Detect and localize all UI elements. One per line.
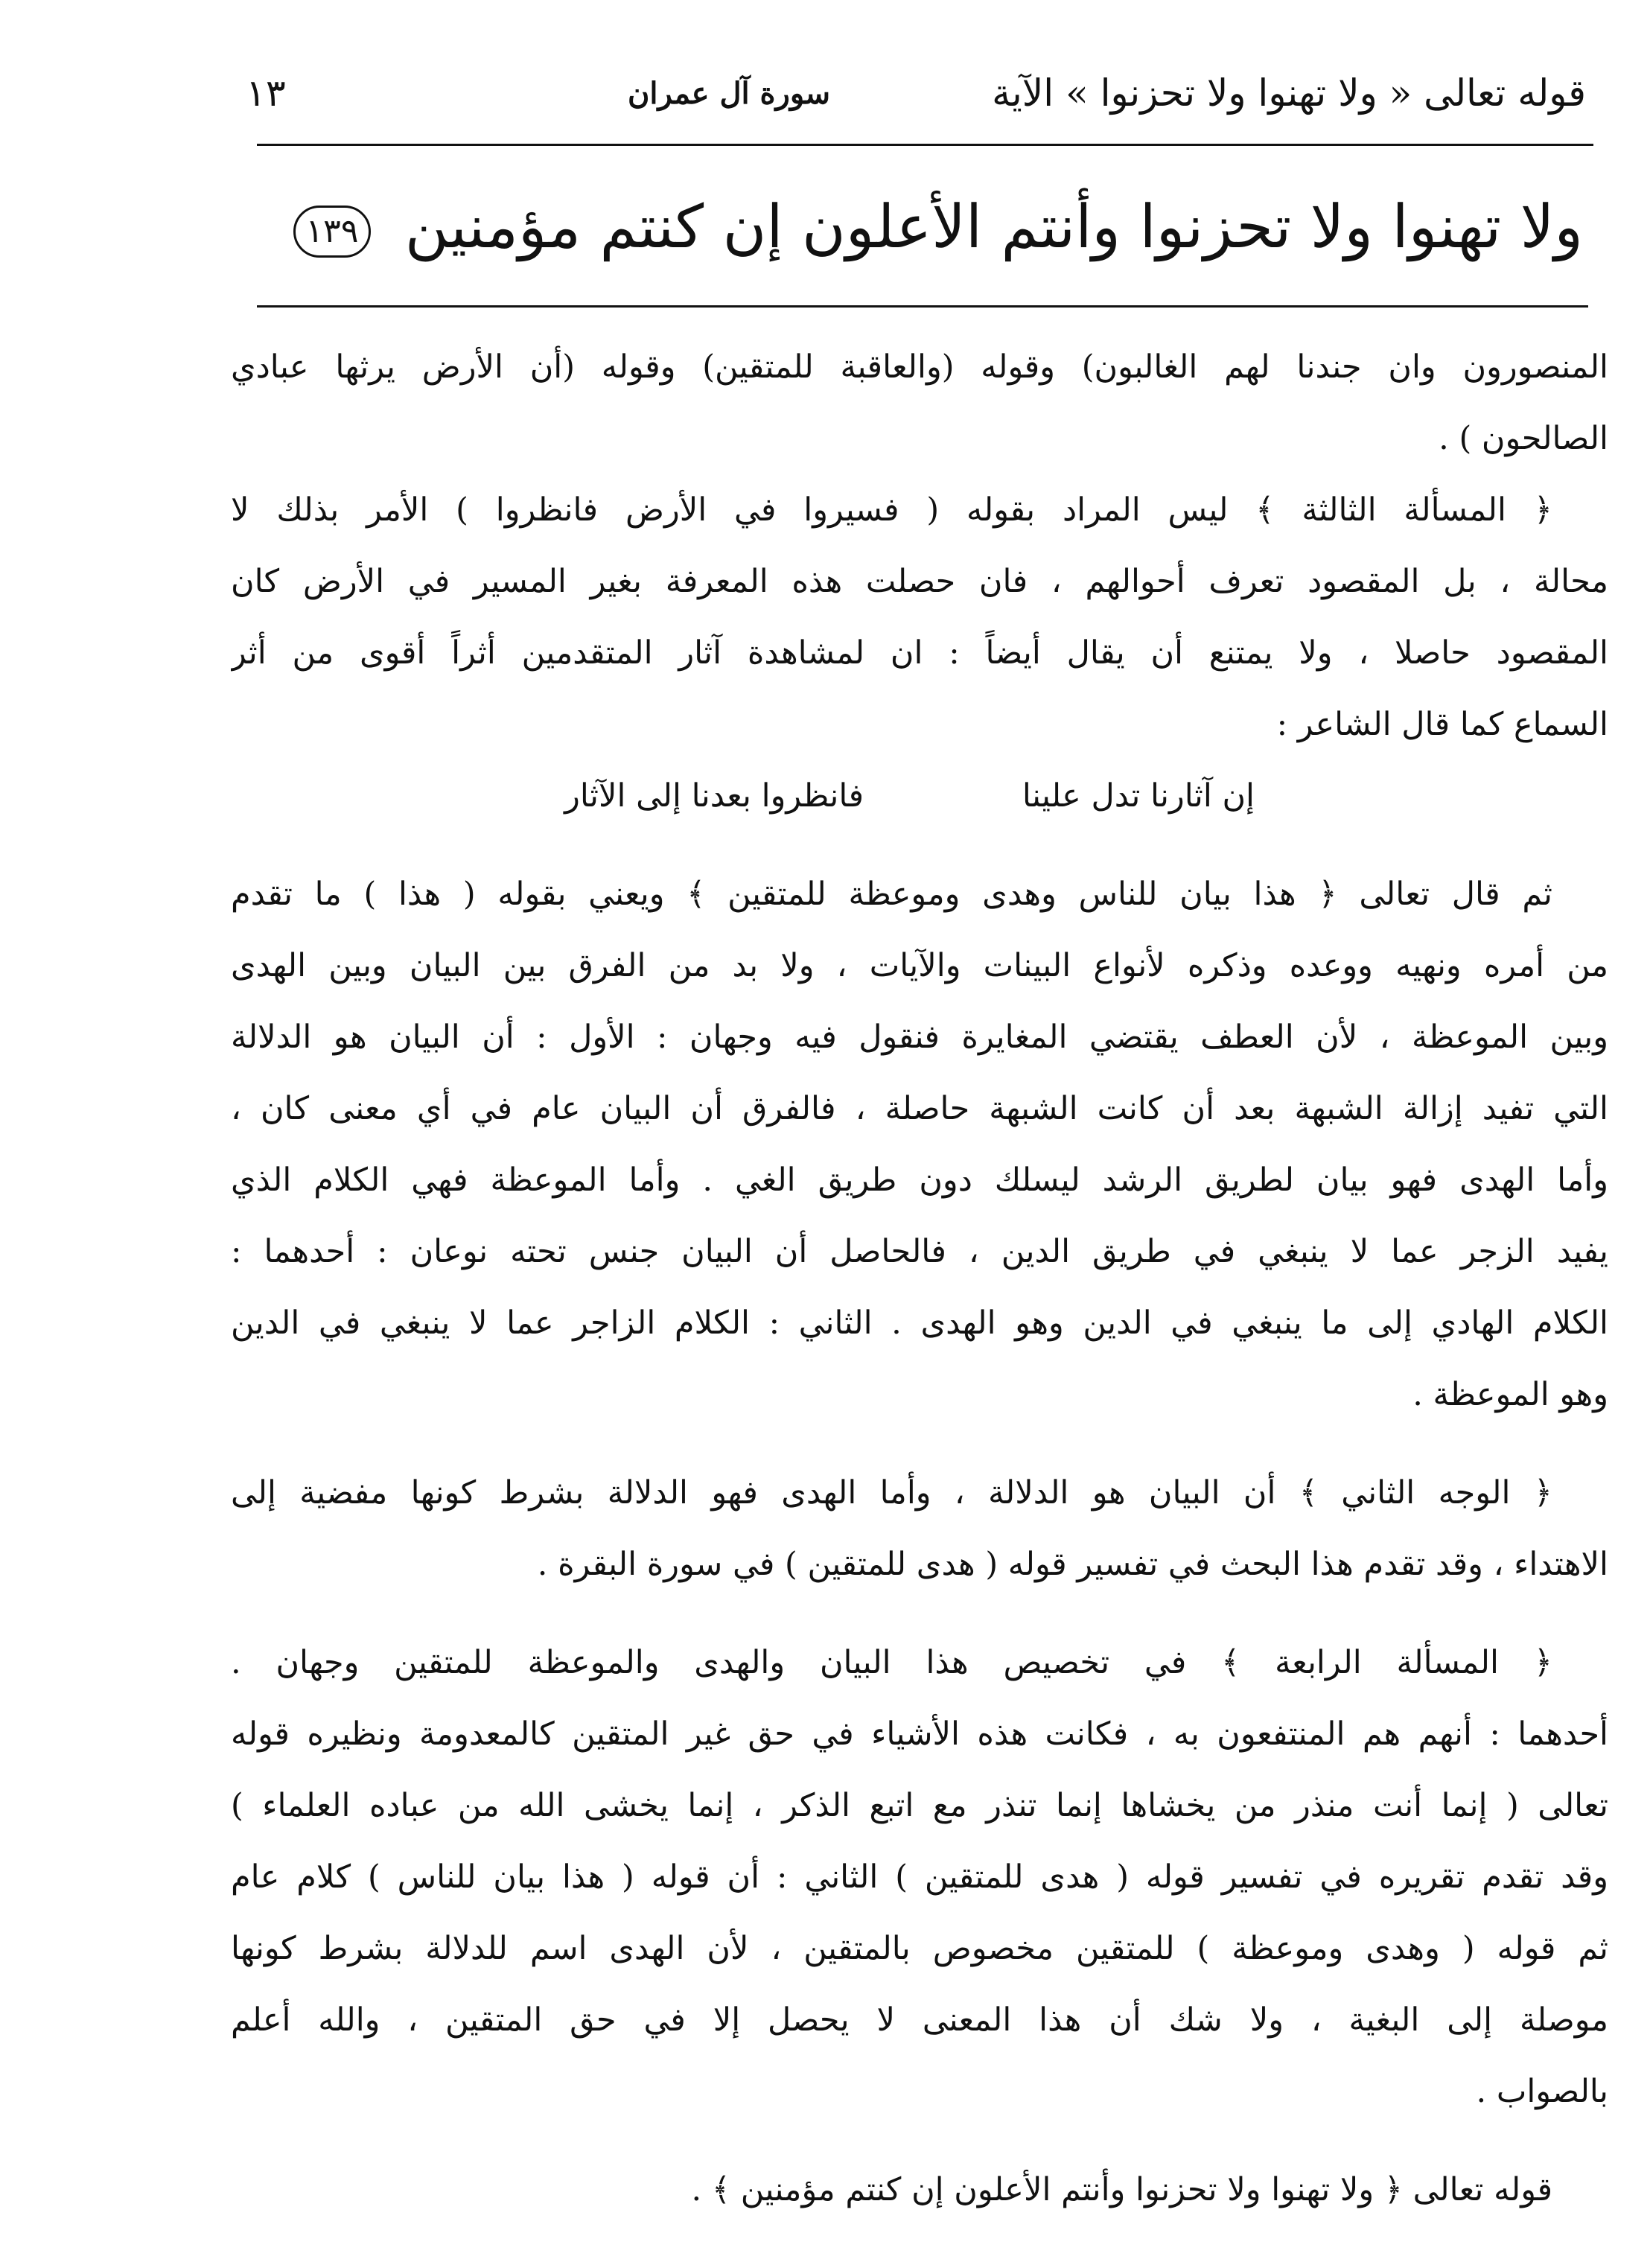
poetry-verse <box>231 760 1608 832</box>
text-line: وهو الموعظة . <box>1412 1376 1608 1413</box>
header-divider <box>257 144 1593 146</box>
paragraph-1 <box>231 331 1608 474</box>
text-line: من أمره ونهيه ووعده وذكره لأنواع البينات والآيات ، ولا بد من الفرق بين البيان وبين الهدى <box>231 947 1608 984</box>
text-line: ﴿ المسألة الثالثة ﴾ ليس المراد بقوله ( فسيروا في الأرض فانظروا ) الأمر بذلك لا <box>231 491 1552 529</box>
verse-divider <box>257 305 1588 308</box>
paragraph-4 <box>231 1457 1608 1600</box>
paragraph-6 <box>231 2154 1608 2226</box>
text-line: موصلة إلى البغية ، ولا شك أن هذا المعنى لا يحصل إلا في حق المتقين ، والله أعلم <box>231 2001 1608 2039</box>
text-line: ﴿ المسألة الرابعة ﴾ في تخصيص هذا البيان والهدى والموعظة للمتقين وجهان . <box>231 1644 1552 1681</box>
poem-hemistich-2: فانظروا بعدنا إلى الآثار <box>564 777 864 815</box>
text-line: السماع كما قال الشاعر : <box>1276 706 1608 743</box>
text-line: التي تفيد إزالة الشبهة بعد أن كانت الشبهة حاصلة ، فالفرق أن البيان عام في أي معنى كان ، <box>231 1090 1608 1127</box>
text-line: تعالى ( إنما أنت منذر من يخشاها إنما تنذر مع اتبع الذكر ، إنما يخشى الله من عباده العلماء ) <box>231 1787 1608 1824</box>
text-line: قوله تعالى ﴿ ولا تهنوا ولا تحزنوا وأنتم الأعلون إن كنتم مؤمنين ﴾ . <box>691 2171 1552 2208</box>
paragraph-5 <box>231 1627 1608 2127</box>
text-line: وقد تقدم تقريره في تفسير قوله ( هدى للمتقين ) الثاني : أن قوله ( هذا بيان للناس ) كلام عام <box>231 1858 1608 1896</box>
text-line: الصالحون ) . <box>1439 420 1608 457</box>
text-line: محالة ، بل المقصود تعرف أحوالهم ، فان حصلت هذه المعرفة بغير المسير في الأرض كان <box>231 563 1608 600</box>
verse-number-marker: ١٣٩ <box>293 206 372 258</box>
text-line: وبين الموعظة ، لأن العطف يقتضي المغايرة فنقول فيه وجهان : الأول : أن البيان هو الدلالة <box>231 1019 1608 1056</box>
header-title: قوله تعالى « ولا تهنوا ولا تحزنوا » الآية <box>992 71 1586 115</box>
page-number: ١٣ <box>246 71 286 115</box>
text-line: الاهتداء ، وقد تقدم هذا البحث في تفسير قوله ( هدى للمتقين ) في سورة البقرة . <box>537 1546 1608 1583</box>
running-header <box>246 71 1586 138</box>
text-line: ثم قال تعالى ﴿ هذا بيان للناس وهدى وموعظة للمتقين ﴾ ويعني بقوله ( هذا ) ما تقدم <box>231 876 1552 913</box>
text-line: ﴿ الوجه الثاني ﴾ أن البيان هو الدلالة ، وأما الهدى فهو الدلالة بشرط كونها مفضية إلى <box>231 1474 1552 1512</box>
text-line: الكلام الهادي إلى ما ينبغي في الدين وهو الهدى . الثاني : الكلام الزاجر عما لا ينبغي في الدين <box>231 1305 1608 1342</box>
header-surah-name: سورة آل عمران <box>627 76 830 111</box>
text-line: وأما الهدى فهو بيان لطريق الرشد ليسلك دون طريق الغي . وأما الموعظة فهي الكلام الذي <box>231 1162 1608 1199</box>
text-line: أحدهما : أنهم هم المنتفعون به ، فكانت هذه الأشياء في حق غير المتقين كالمعدومة ونظيره قوله <box>231 1716 1608 1753</box>
text-line: يفيد الزجر عما لا ينبغي في طريق الدين ، فالحاصل أن البيان جنس تحته نوعان : أحدهما : <box>231 1233 1608 1270</box>
paragraph-3 <box>231 859 1608 1430</box>
quran-verse <box>198 171 1583 283</box>
text-line: المقصود حاصلا ، ولا يمتنع أن يقال أيضاً : ان لمشاهدة آثار المتقدمين أثراً أقوى من أثر <box>231 634 1608 672</box>
text-line: المنصورون وان جندنا لهم الغالبون) وقوله (والعاقبة للمتقين) وقوله (أن الأرض يرثها عبادي <box>231 348 1608 386</box>
poem-hemistich-1: إن آثارنا تدل علينا <box>1022 777 1255 815</box>
text-line: بالصواب . <box>1476 2073 1608 2110</box>
commentary-text <box>231 331 1608 2226</box>
paragraph-2 <box>231 474 1608 832</box>
text-line: ثم قوله ( وهدى وموعظة ) للمتقين مخصوص بالمتقين ، لأن الهدى اسم للدلالة بشرط كونها <box>231 1930 1608 1967</box>
verse-text: ولا تهنوا ولا تحزنوا وأنتم الأعلون إن كنتم مؤمنين <box>404 192 1583 261</box>
